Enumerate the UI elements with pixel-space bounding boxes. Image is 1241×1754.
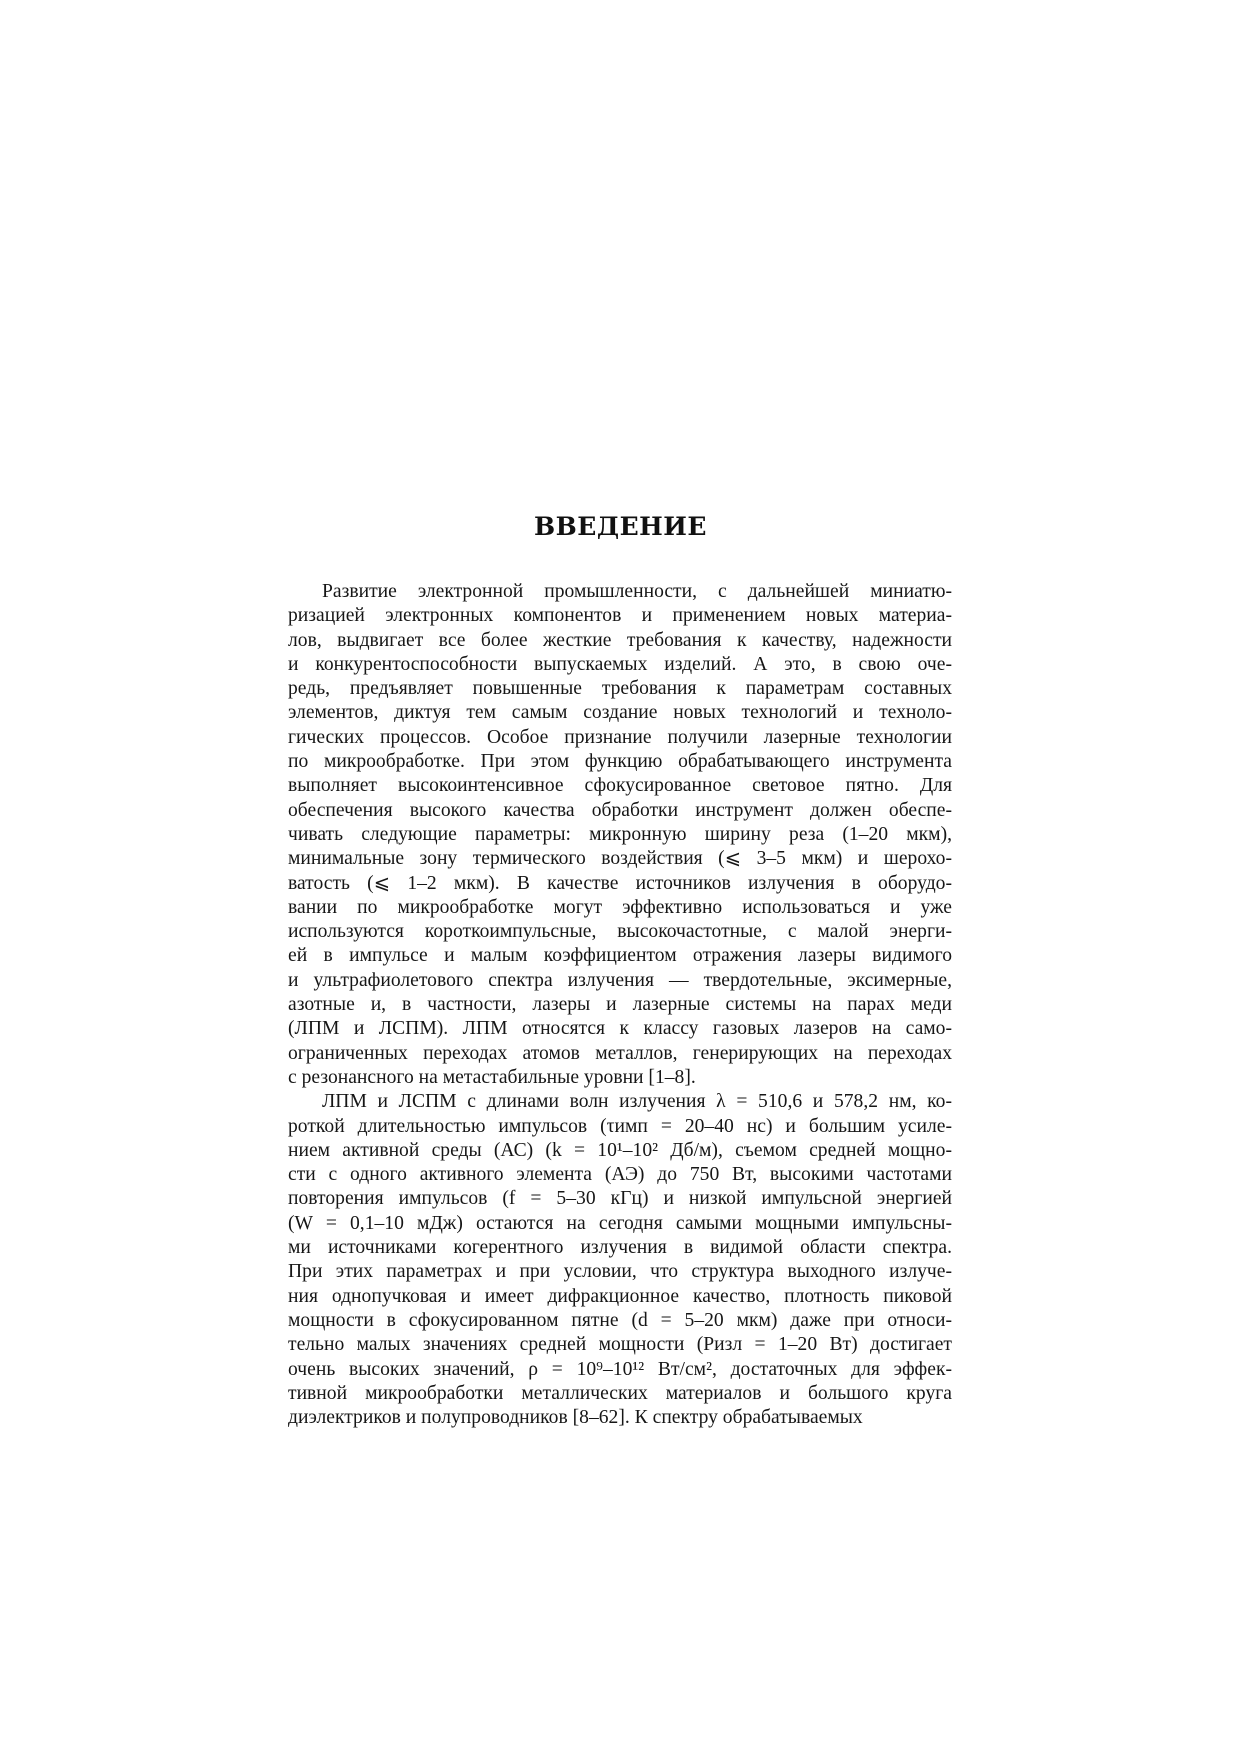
text-line: мощности в сфокусированном пятне (d = 5–20 мкм) даже при относи- (288, 1309, 952, 1331)
text-line: роткой длительностью импульсов (τимп = 20–40 нс) и большим усиле- (288, 1115, 952, 1137)
text-line: тельно малых значениях средней мощности (Pизл = 1–20 Вт) достигает (288, 1334, 952, 1356)
text-line: (ЛПМ и ЛСПМ). ЛПМ относятся к классу газовых лазеров на само- (288, 1018, 952, 1040)
text-line: вании по микрообработке могут эффективно использоваться и уже (288, 896, 952, 918)
text-line: ми источниками когерентного излучения в видимой области спектра. (288, 1237, 952, 1259)
text-line: и конкурентоспособности выпускаемых изделий. А это, в свою оче- (288, 653, 952, 675)
text-line: выполняет высокоинтенсивное сфокусированное световое пятно. Для (288, 775, 952, 797)
text-line: ей в импульсе и малым коэффициентом отражения лазеры видимого (288, 945, 952, 967)
text-line: ограниченных переходах атомов металлов, генерирующих на переходах (288, 1042, 952, 1064)
text-line: ризацией электронных компонентов и применением новых материа- (288, 605, 952, 627)
text-line: обеспечения высокого качества обработки инструмент должен обеспе- (288, 799, 952, 821)
text-line: (W = 0,1–10 мДж) остаются на сегодня самыми мощными импульсны- (288, 1212, 952, 1234)
text-line: повторения импульсов (f = 5–30 кГц) и низкой импульсной энергией (288, 1188, 952, 1210)
text-line: сти с одного активного элемента (АЭ) до 750 Вт, высокими частотами (288, 1164, 952, 1186)
chapter-title: ВВЕДЕНИЕ (534, 512, 707, 541)
text-line: по микрообработке. При этом функцию обрабатывающего инструмента (288, 751, 952, 773)
text-line: редь, предъявляет повышенные требования к параметрам составных (288, 678, 952, 700)
text-line: При этих параметрах и при условии, что структура выходного излуче- (288, 1261, 952, 1283)
text-line: гических процессов. Особое признание получили лазерные технологии (288, 726, 952, 748)
text-line: Развитие электронной промышленности, с дальнейшей миниатю- (322, 581, 952, 602)
paragraph-1 (288, 580, 952, 1090)
text-line: используются короткоимпульсные, высокочастотные, с малой энерги- (288, 921, 952, 943)
text-line: элементов, диктуя тем самым создание новых технологий и техноло- (288, 702, 952, 724)
text-line: минимальные зону термического воздействия (⩽ 3–5 мкм) и шерохо- (288, 848, 952, 870)
text-line: ЛПМ и ЛСПМ с длинами волн излучения λ = 510,6 и 578,2 нм, ко- (322, 1091, 952, 1113)
body-text (288, 580, 952, 1430)
text-line: диэлектриков и полупроводников [8–62]. К спектру обрабатываемых (288, 1407, 863, 1429)
text-line: с резонансного на метастабильные уровни [1–8]. (288, 1066, 696, 1088)
paragraph-2 (288, 1090, 952, 1430)
text-line: нием активной среды (АС) (k = 10¹–10² Дб/м), съемом средней мощно- (288, 1139, 952, 1161)
text-line: чивать следующие параметры: микронную ширину реза (1–20 мкм), (288, 823, 952, 845)
text-line: ния однопучковая и имеет дифракционное качество, плотность пиковой (288, 1285, 952, 1307)
text-line: лов, выдвигает все более жесткие требования к качеству, надежности (288, 629, 952, 651)
text-line: очень высоких значений, ρ = 10⁹–10¹² Вт/см², достаточных для эффек- (288, 1358, 952, 1380)
text-line: и ультрафиолетового спектра излучения — твердотельные, эксимерные, (288, 969, 952, 991)
text-line: ватость (⩽ 1–2 мкм). В качестве источников излучения в оборудо- (288, 872, 952, 894)
text-line: тивной микрообработки металлических материалов и большого круга (288, 1382, 952, 1404)
text-line: азотные и, в частности, лазеры и лазерные системы на парах меди (288, 994, 952, 1016)
